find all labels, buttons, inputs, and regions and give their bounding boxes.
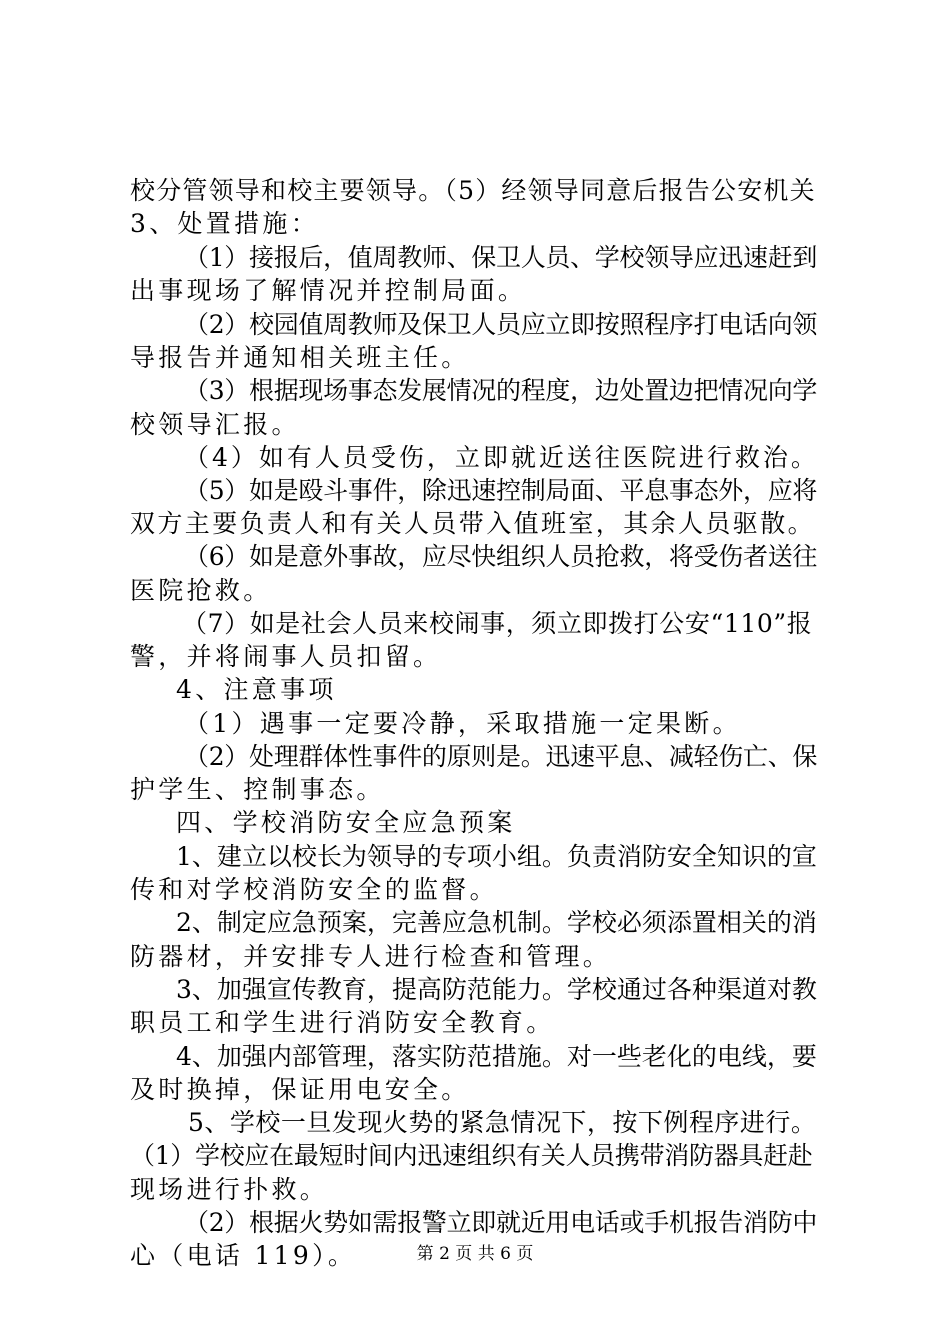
text-line: 4、注意事项 <box>176 675 337 704</box>
text-line: （2）根据火势如需报警立即就近用电话或手机报告消防中 <box>184 1208 818 1237</box>
text-line: 心（电话 119）。 <box>130 1241 357 1270</box>
text-line: 及时换掉，保证用电安全。 <box>130 1075 470 1104</box>
text-line: （1）遇事一定要冷静，采取措施一定果断。 <box>184 709 741 738</box>
text-line: （1）学校应在最短时间内迅速组织有关人员携带消防器具赶赴 <box>130 1141 813 1170</box>
text-line: 校分管领导和校主要领导。（5）经领导同意后报告公安机关 <box>130 176 816 205</box>
text-line: 防器材，并安排专人进行检查和管理。 <box>130 942 612 971</box>
text-line: 职员工和学生进行消防安全教育。 <box>130 1008 555 1037</box>
text-line: 3、加强宣传教育，提高防范能力。学校通过各种渠道对教 <box>176 975 817 1004</box>
text-line: 警，并将闹事人员扣留。 <box>130 642 442 671</box>
section-heading: 四、学校消防安全应急预案 <box>176 808 516 837</box>
text-line: 1、建立以校长为领导的专项小组。负责消防安全知识的宣 <box>176 842 817 871</box>
text-line: 出事现场了解情况并控制局面。 <box>130 276 527 305</box>
text-line: （1）接报后，值周教师、保卫人员、学校领导应迅速赶到 <box>184 243 818 272</box>
text-line: 3、处置措施： <box>130 209 320 238</box>
text-line: 医院抢救。 <box>130 576 272 605</box>
text-line: （2）处理群体性事件的原则是。迅速平息、减轻伤亡、保 <box>184 742 818 771</box>
text-line: 4、加强内部管理，落实防范措施。对一些老化的电线，要 <box>176 1042 817 1071</box>
text-line: （3）根据现场事态发展情况的程度，边处置边把情况向学 <box>184 376 818 405</box>
text-line: 护学生、控制事态。 <box>130 775 385 804</box>
text-line: （5）如是殴斗事件，除迅速控制局面、平息事态外，应将 <box>184 476 818 505</box>
text-line: （2）校园值周教师及保卫人员应立即按照程序打电话向领 <box>184 310 818 339</box>
text-line: 校领导汇报。 <box>130 410 300 439</box>
text-line: 5、学校一旦发现火势的紧急情况下，按下例程序进行。 <box>188 1108 817 1137</box>
text-line: 传和对学校消防安全的监督。 <box>130 875 498 904</box>
text-line: 现场进行扑救。 <box>130 1175 329 1204</box>
text-line: （7）如是社会人员来校闹事，须立即拨打公安“110”报 <box>182 609 813 638</box>
text-line: （4）如有人员受伤，立即就近送往医院进行救治。 <box>184 443 819 472</box>
text-line: 2、制定应急预案，完善应急机制。学校必须添置相关的消 <box>176 908 817 937</box>
text-line: 导报告并通知相关班主任。 <box>130 343 470 372</box>
text-line: （6）如是意外事故，应尽快组织人员抢救，将受伤者送往 <box>184 542 818 571</box>
text-line: 双方主要负责人和有关人员带入值班室，其余人员驱散。 <box>130 509 816 538</box>
page-number-footer: 第 2 页 共 6 页 <box>416 1244 534 1264</box>
